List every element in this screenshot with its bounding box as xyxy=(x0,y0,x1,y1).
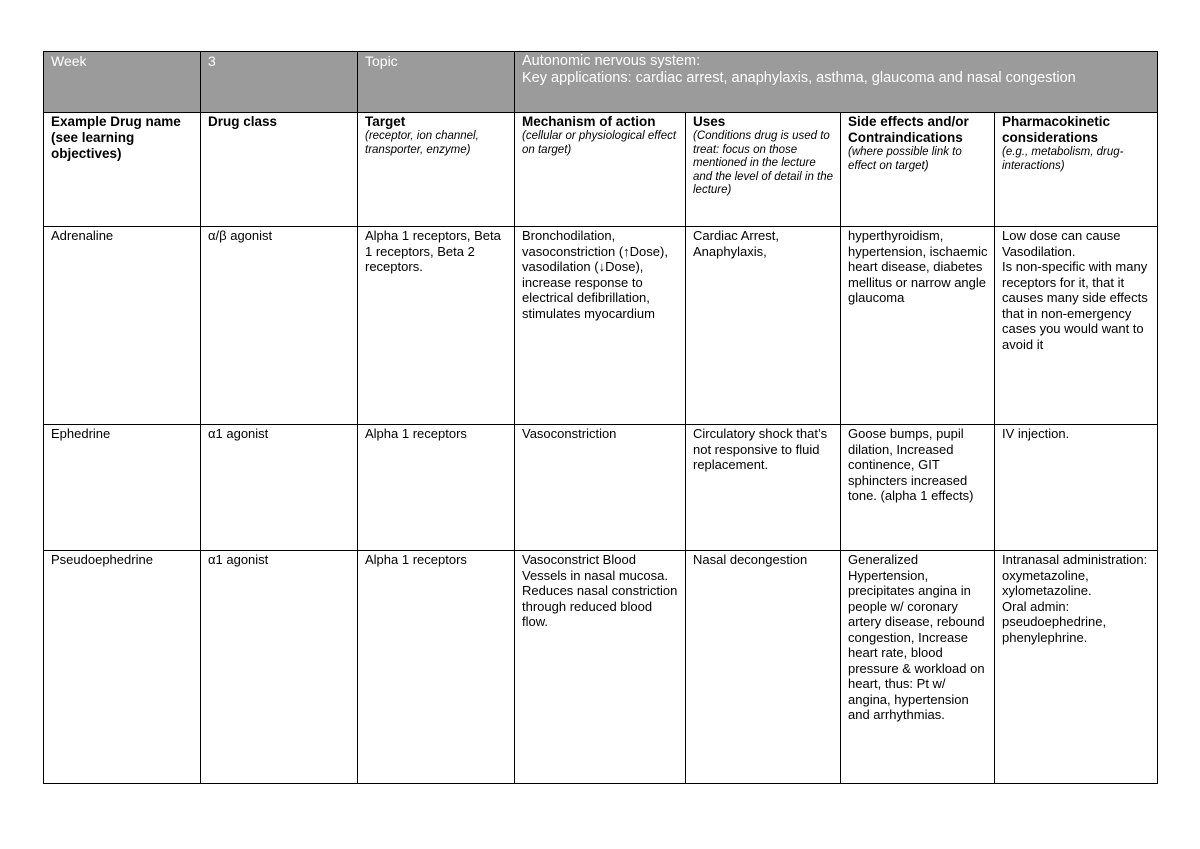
cell-uses xyxy=(686,551,841,784)
cell-pharmacokinetic xyxy=(995,425,1158,551)
cell-mechanism xyxy=(515,227,686,425)
cell-drug-class xyxy=(201,551,358,784)
header-pk-title: Pharmacokinetic considerations xyxy=(1002,114,1111,145)
drug-class: α1 agonist xyxy=(208,552,269,567)
mechanism-text: Vasoconstriction xyxy=(522,426,617,441)
header-mechanism-note: (cellular or physiological effect on target) xyxy=(522,130,677,156)
cell-pharmacokinetic xyxy=(995,227,1158,425)
week-value: 3 xyxy=(208,53,216,69)
cell-target xyxy=(358,425,515,551)
cell-drug-class xyxy=(201,227,358,425)
drug-name: Pseudoephedrine xyxy=(51,552,153,567)
header-uses-title: Uses xyxy=(693,114,726,129)
topic-line-1: Autonomic nervous system: xyxy=(522,53,701,69)
cell-drug-name xyxy=(44,425,201,551)
cell-target xyxy=(358,227,515,425)
cell-pharmacokinetic xyxy=(995,551,1158,784)
pk-text: Low dose can cause Vasodilation. Is non-specific with many receptors for it, that it causes many side effects that in non-emergency cases you would want to avoid it xyxy=(1002,228,1148,352)
header-mechanism-title: Mechanism of action xyxy=(522,114,656,129)
side-effects-text: Generalized Hypertension, precipitates angina in people w/ coronary artery disease, rebound congestion, Increase heart rate, blood pressure & workload on heart, thus: Pt w/ angina, hypertension and arrhythmias. xyxy=(848,552,985,722)
drug-table xyxy=(43,51,1158,784)
drug-class: α1 agonist xyxy=(208,426,269,441)
header-drug-name xyxy=(44,113,201,227)
header-pk-note: (e.g., metabolism, drug-interactions) xyxy=(1002,146,1124,172)
cell-drug-name xyxy=(44,551,201,784)
column-header-row xyxy=(44,113,1158,227)
drug-class: α/β agonist xyxy=(208,228,273,243)
header-target xyxy=(358,113,515,227)
header-side-effects-title: Side effects and/or Contraindications xyxy=(848,114,969,145)
week-label: Week xyxy=(51,53,87,69)
topic-line-2: Key applications: cardiac arrest, anaphylaxis, asthma, glaucoma and nasal congestion xyxy=(522,69,1076,86)
week-value-cell xyxy=(201,52,358,113)
header-pharmacokinetic xyxy=(995,113,1158,227)
drug-name: Ephedrine xyxy=(51,426,111,441)
pk-text: Intranasal administration: oxymetazoline, xylometazoline. Oral admin: pseudoephedrine, phenylephrine. xyxy=(1002,552,1148,645)
header-drug-class xyxy=(201,113,358,227)
side-effects-text: hyperthyroidism, hypertension, ischaemic heart disease, diabetes mellitus or narrow angle glaucoma xyxy=(848,228,988,305)
topic-label: Topic xyxy=(365,53,398,69)
cell-side-effects xyxy=(841,227,995,425)
target-text: Alpha 1 receptors, Beta 1 receptors, Beta 2 receptors. xyxy=(365,228,501,274)
header-side-effects-note: (where possible link to effect on target) xyxy=(848,146,962,172)
header-uses xyxy=(686,113,841,227)
table-row xyxy=(44,425,1158,551)
uses-text: Nasal decongestion xyxy=(693,552,808,567)
target-text: Alpha 1 receptors xyxy=(365,426,467,441)
cell-uses xyxy=(686,425,841,551)
cell-side-effects xyxy=(841,425,995,551)
header-drug-class-title: Drug class xyxy=(208,114,278,129)
mechanism-text: Bronchodilation, vasoconstriction (↑Dose), vasodilation (↓Dose), increase response to electrical defibrillation, stimulates myocardium xyxy=(522,228,668,321)
cell-uses xyxy=(686,227,841,425)
cell-mechanism xyxy=(515,551,686,784)
topic-value-cell xyxy=(515,52,1158,113)
cell-drug-name xyxy=(44,227,201,425)
topic-label-cell xyxy=(358,52,515,113)
drug-name: Adrenaline xyxy=(51,228,114,243)
header-mechanism xyxy=(515,113,686,227)
header-side-effects xyxy=(841,113,995,227)
target-text: Alpha 1 receptors xyxy=(365,552,467,567)
header-target-note: (receptor, ion channel, transporter, enzyme) xyxy=(365,130,479,156)
cell-side-effects xyxy=(841,551,995,784)
table-row xyxy=(44,227,1158,425)
uses-text: Cardiac Arrest, Anaphylaxis, xyxy=(693,228,779,259)
table-row xyxy=(44,551,1158,784)
cell-mechanism xyxy=(515,425,686,551)
header-drug-name-title: Example Drug name (see learning objectives) xyxy=(51,114,181,161)
mechanism-text: Vasoconstrict Blood Vessels in nasal mucosa. Reduces nasal constriction through reduced blood flow. xyxy=(522,552,678,629)
header-uses-note: (Conditions drug is used to treat: focus on those mentioned in the lecture and the level of detail in the lecture) xyxy=(693,130,834,196)
cell-drug-class xyxy=(201,425,358,551)
uses-text: Circulatory shock that’s not responsive to fluid replacement. xyxy=(693,426,828,472)
week-topic-row xyxy=(44,52,1158,113)
pk-text: IV injection. xyxy=(1002,426,1070,441)
week-label-cell xyxy=(44,52,201,113)
side-effects-text: Goose bumps, pupil dilation, Increased continence, GIT sphincters increased tone. (alpha 1 effects) xyxy=(848,426,974,503)
cell-target xyxy=(358,551,515,784)
header-target-title: Target xyxy=(365,114,406,129)
